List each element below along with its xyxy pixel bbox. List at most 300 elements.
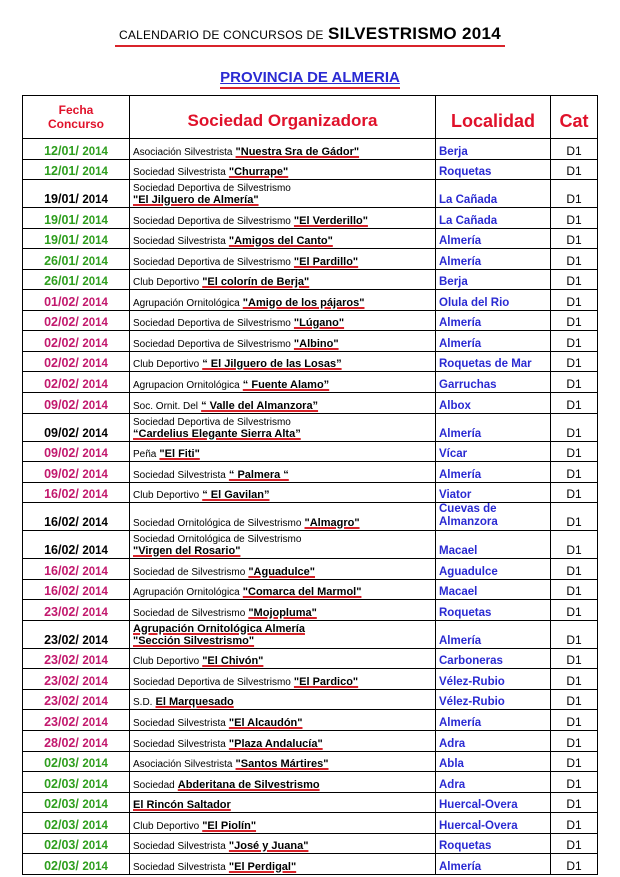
contest-date — [23, 310, 130, 331]
contest-date — [23, 351, 130, 372]
locality-text: Vélez-Rubio — [439, 675, 505, 688]
locality-text: Roquetas — [439, 166, 492, 179]
locality-cell — [436, 462, 551, 483]
locality-cell — [436, 600, 551, 621]
date-day: 23/02/ — [44, 715, 79, 730]
society-name: “ Palmera “ — [228, 468, 289, 481]
locality-cell — [436, 351, 551, 372]
society-type: Club Deportivo — [133, 820, 200, 832]
locality-cell — [436, 269, 551, 290]
society-cell — [130, 310, 436, 331]
date-day: 28/02/ — [44, 735, 79, 750]
date-day: 09/02/ — [44, 397, 79, 412]
category-cell: D1 — [551, 669, 598, 690]
date-year: 2014 — [82, 379, 108, 392]
date-year: 2014 — [82, 468, 108, 481]
society-type: Sociedad Deportiva de Silvestrismo — [133, 256, 291, 268]
table-row — [23, 531, 598, 559]
date-day: 19/01/ — [44, 192, 79, 207]
date-day: 26/01/ — [44, 253, 79, 268]
society-cell — [130, 600, 436, 621]
society-type: Sociedad Silvestrista — [133, 718, 226, 730]
society-cell — [130, 689, 436, 710]
locality-text: Almería — [439, 337, 482, 350]
society-type: Sociedad Ornitológica de Silvestrismo — [133, 534, 302, 546]
society-name: "El Pardico" — [293, 675, 359, 688]
locality-text: Roquetas de Mar — [439, 358, 532, 371]
society-cell — [130, 462, 436, 483]
date-year: 2014 — [82, 214, 108, 227]
header-sociedad: Sociedad Organizadora — [130, 96, 436, 139]
date-day: 09/02/ — [44, 466, 79, 481]
contest-date — [23, 620, 130, 648]
date-year: 2014 — [82, 545, 108, 558]
date-year: 2014 — [82, 717, 108, 730]
table-row — [23, 180, 598, 208]
society-name: "El Chivón" — [202, 655, 264, 668]
date-year: 2014 — [82, 145, 108, 158]
contest-date — [23, 290, 130, 311]
locality-cell — [436, 393, 551, 414]
header-localidad: Localidad — [436, 96, 551, 139]
date-day: 23/02/ — [44, 653, 79, 668]
society-type: Sociedad — [133, 779, 175, 791]
society-type: Club Deportivo — [133, 656, 200, 668]
date-day: 02/03/ — [44, 838, 79, 853]
society-type: Agrupación Ornitológica — [133, 587, 240, 599]
category-cell: D1 — [551, 159, 598, 180]
category-cell: D1 — [551, 731, 598, 752]
category-cell: D1 — [551, 579, 598, 600]
date-day: 12/01/ — [44, 164, 79, 179]
society-name: "Plaza Andalucía" — [228, 737, 323, 750]
contest-date — [23, 503, 130, 531]
date-day: 16/02/ — [44, 543, 79, 558]
date-day: 02/02/ — [44, 356, 79, 371]
society-cell — [130, 792, 436, 813]
locality-cell — [436, 620, 551, 648]
contest-date — [23, 854, 130, 875]
category-cell: D1 — [551, 751, 598, 772]
locality-text: La Cañada — [439, 214, 498, 227]
table-row — [23, 228, 598, 249]
society-type: Sociedad Silvestrista — [133, 861, 226, 873]
date-year: 2014 — [82, 399, 108, 412]
society-type: Club Deportivo — [133, 359, 200, 371]
header-fecha-line2: Concurso — [47, 117, 104, 131]
society-cell — [130, 833, 436, 854]
society-type: Sociedad Silvestrista — [133, 167, 226, 179]
contest-date — [23, 413, 130, 441]
locality-cell — [436, 482, 551, 503]
locality-cell — [436, 441, 551, 462]
contest-date — [23, 559, 130, 580]
society-type: Sociedad Deportiva de Silvestrismo — [133, 338, 291, 350]
table-row — [23, 208, 598, 229]
date-day: 23/02/ — [44, 632, 79, 647]
society-name: "El Perdigal" — [228, 860, 297, 873]
society-name: “ El Jilguero de las Losas” — [202, 358, 342, 371]
table-row — [23, 579, 598, 600]
table-row — [23, 290, 598, 311]
locality-cell — [436, 710, 551, 731]
category-cell: D1 — [551, 648, 598, 669]
society-cell — [130, 208, 436, 229]
contest-date — [23, 689, 130, 710]
society-type: Asociación Silvestrista — [133, 759, 233, 771]
locality-text: Almería — [439, 255, 482, 268]
contest-date — [23, 648, 130, 669]
date-year: 2014 — [82, 255, 108, 268]
date-year: 2014 — [82, 675, 108, 688]
table-row — [23, 249, 598, 270]
society-cell — [130, 579, 436, 600]
society-type: Sociedad Deportiva de Silvestrismo — [133, 416, 291, 428]
locality-cell — [436, 249, 551, 270]
society-cell — [130, 772, 436, 793]
category-cell: D1 — [551, 772, 598, 793]
society-cell — [130, 731, 436, 752]
date-day: 09/02/ — [44, 425, 79, 440]
society-type: Sociedad Ornitológica de Silvestrismo — [133, 518, 302, 530]
locality-cell — [436, 180, 551, 208]
society-name: "Amigo de los pájaros" — [242, 296, 365, 309]
category-cell: D1 — [551, 689, 598, 710]
locality-text: Almería — [439, 317, 482, 330]
table-row — [23, 503, 598, 531]
contest-date — [23, 180, 130, 208]
date-year: 2014 — [82, 860, 108, 873]
date-year: 2014 — [82, 276, 108, 289]
society-name: "El Piolín" — [202, 819, 257, 832]
date-day: 19/01/ — [44, 212, 79, 227]
society-cell — [130, 351, 436, 372]
category-cell: D1 — [551, 441, 598, 462]
contest-date — [23, 159, 130, 180]
society-name: “ El Gavilan” — [202, 489, 270, 502]
date-year: 2014 — [82, 166, 108, 179]
date-year: 2014 — [82, 337, 108, 350]
society-type: Agrupacion Ornitológica — [133, 380, 240, 392]
locality-cell — [436, 772, 551, 793]
table-row — [23, 139, 598, 160]
society-type: Sociedad Deportiva de Silvestrismo — [133, 318, 291, 330]
society-cell — [130, 228, 436, 249]
table-row — [23, 310, 598, 331]
category-cell: D1 — [551, 413, 598, 441]
date-year: 2014 — [82, 358, 108, 371]
locality-text: Macael — [439, 586, 478, 599]
society-cell — [130, 180, 436, 208]
table-row — [23, 710, 598, 731]
contest-date — [23, 441, 130, 462]
locality-text: Almería — [439, 427, 482, 440]
locality-text: Garruchas — [439, 379, 497, 392]
date-day: 23/02/ — [44, 673, 79, 688]
date-day: 09/02/ — [44, 446, 79, 461]
date-day: 02/03/ — [44, 817, 79, 832]
society-type: Sociedad de Silvestrismo — [133, 607, 246, 619]
locality-text: Vélez-Rubio — [439, 696, 505, 709]
table-body — [23, 139, 598, 875]
society-name: "El Alcaudón" — [228, 717, 303, 730]
society-type: S.D. — [133, 697, 153, 709]
locality-cell — [436, 159, 551, 180]
society-cell — [130, 269, 436, 290]
date-day: 12/01/ — [44, 143, 79, 158]
table-row — [23, 441, 598, 462]
locality-cell — [436, 228, 551, 249]
contest-date — [23, 372, 130, 393]
locality-cell — [436, 579, 551, 600]
category-cell: D1 — [551, 833, 598, 854]
society-cell — [130, 393, 436, 414]
contest-date — [23, 269, 130, 290]
society-name: "Nuestra Sra de Gádor" — [235, 145, 360, 158]
locality-cell — [436, 413, 551, 441]
province-heading — [0, 69, 620, 87]
table-header-row — [23, 96, 598, 139]
category-cell: D1 — [551, 139, 598, 160]
table-row — [23, 331, 598, 352]
society-cell — [130, 413, 436, 441]
contest-date — [23, 531, 130, 559]
date-year: 2014 — [82, 489, 108, 502]
category-cell: D1 — [551, 462, 598, 483]
locality-text: Olula del Rio — [439, 296, 510, 309]
society-name: Abderitana de Silvestrismo — [177, 778, 320, 791]
society-name: “ Valle del Almanzora” — [201, 399, 319, 412]
document-title — [0, 24, 620, 47]
date-day: 02/03/ — [44, 776, 79, 791]
society-cell — [130, 249, 436, 270]
society-cell — [130, 372, 436, 393]
locality-text: Almería — [439, 235, 482, 248]
society-cell — [130, 669, 436, 690]
date-year: 2014 — [82, 565, 108, 578]
locality-text: Abla — [439, 758, 464, 771]
locality-cell — [436, 531, 551, 559]
contest-date — [23, 751, 130, 772]
society-type: Agrupación Ornitológica — [133, 297, 240, 309]
locality-cell — [436, 208, 551, 229]
locality-cell — [436, 689, 551, 710]
society-cell — [130, 290, 436, 311]
category-cell: D1 — [551, 792, 598, 813]
table-row — [23, 393, 598, 414]
locality-text: Albox — [439, 399, 471, 412]
date-day: 01/02/ — [44, 294, 79, 309]
society-cell — [130, 159, 436, 180]
table-row — [23, 792, 598, 813]
society-name: "Lúgano" — [293, 317, 345, 330]
date-year: 2014 — [82, 296, 108, 309]
locality-text: La Cañada — [439, 194, 498, 207]
locality-text: Carboneras — [439, 655, 503, 668]
category-cell: D1 — [551, 372, 598, 393]
date-day: 19/01/ — [44, 233, 79, 248]
locality-text: Viator — [439, 489, 472, 502]
date-day: 02/03/ — [44, 858, 79, 873]
society-cell — [130, 620, 436, 648]
society-type: Sociedad Deportiva de Silvestrismo — [133, 676, 291, 688]
locality-text: Almería — [439, 717, 482, 730]
locality-cell — [436, 503, 551, 531]
category-cell: D1 — [551, 290, 598, 311]
locality-line2: Almanzora — [439, 516, 498, 529]
society-name: “ Fuente Alamo” — [242, 379, 330, 392]
society-type: Sociedad Silvestrista — [133, 738, 226, 750]
date-year: 2014 — [82, 840, 108, 853]
table-row — [23, 159, 598, 180]
header-fecha — [23, 96, 130, 139]
date-day: 23/02/ — [44, 694, 79, 709]
table-row — [23, 462, 598, 483]
contest-date — [23, 813, 130, 834]
date-day: 16/02/ — [44, 584, 79, 599]
date-day: 16/02/ — [44, 487, 79, 502]
society-type: Peña — [133, 449, 157, 461]
contest-date — [23, 208, 130, 229]
contest-date — [23, 139, 130, 160]
locality-line1: Cuevas de — [439, 503, 497, 516]
category-cell: D1 — [551, 531, 598, 559]
header-fecha-line1: Fecha — [58, 103, 94, 117]
society-type: Club Deportivo — [133, 277, 200, 289]
table-row — [23, 351, 598, 372]
contest-date — [23, 393, 130, 414]
date-year: 2014 — [82, 737, 108, 750]
contest-date — [23, 792, 130, 813]
society-cell — [130, 854, 436, 875]
date-year: 2014 — [82, 586, 108, 599]
category-cell: D1 — [551, 351, 598, 372]
table-row — [23, 751, 598, 772]
locality-text: Adra — [439, 737, 466, 750]
date-day: 02/03/ — [44, 797, 79, 812]
date-year: 2014 — [82, 427, 108, 440]
locality-text: Adra — [439, 778, 466, 791]
date-day: 16/02/ — [44, 563, 79, 578]
locality-text: Roquetas — [439, 606, 492, 619]
date-day: 02/02/ — [44, 377, 79, 392]
society-cell — [130, 648, 436, 669]
table-row — [23, 372, 598, 393]
society-name: "Churrape" — [228, 166, 289, 179]
locality-cell — [436, 290, 551, 311]
category-cell: D1 — [551, 503, 598, 531]
locality-cell — [436, 751, 551, 772]
society-type: Sociedad Silvestrista — [133, 469, 226, 481]
category-cell: D1 — [551, 249, 598, 270]
locality-cell — [436, 731, 551, 752]
society-type: Sociedad Silvestrista — [133, 841, 226, 853]
locality-cell — [436, 372, 551, 393]
society-name: “Cardelius Elegante Sierra Alta” — [133, 427, 301, 440]
locality-cell — [436, 669, 551, 690]
category-cell: D1 — [551, 620, 598, 648]
category-cell: D1 — [551, 331, 598, 352]
locality-cell — [436, 648, 551, 669]
society-name: "El Pardillo" — [293, 255, 359, 268]
date-year: 2014 — [82, 696, 108, 709]
date-year: 2014 — [82, 235, 108, 248]
society-type: Sociedad Silvestrista — [133, 236, 226, 248]
locality-text: Vícar — [439, 448, 468, 461]
date-year: 2014 — [82, 317, 108, 330]
locality-text: Huercal-Overa — [439, 799, 518, 812]
contest-table — [22, 95, 598, 875]
contest-date — [23, 731, 130, 752]
contest-date — [23, 833, 130, 854]
society-cell — [130, 813, 436, 834]
locality-cell — [436, 854, 551, 875]
contest-date — [23, 772, 130, 793]
title-prefix: CALENDARIO DE CONCURSOS DE — [119, 28, 324, 42]
table-row — [23, 813, 598, 834]
table-row — [23, 833, 598, 854]
table-row — [23, 854, 598, 875]
locality-cell — [436, 310, 551, 331]
locality-text: Roquetas — [439, 840, 492, 853]
society-cell — [130, 331, 436, 352]
date-day: 02/02/ — [44, 315, 79, 330]
table-row — [23, 413, 598, 441]
society-type: Sociedad Deportiva de Silvestrismo — [133, 215, 291, 227]
date-year: 2014 — [82, 819, 108, 832]
province-label: PROVINCIA DE ALMERIA — [220, 69, 400, 89]
locality-cell — [436, 813, 551, 834]
category-cell: D1 — [551, 600, 598, 621]
table-row — [23, 669, 598, 690]
date-day: 23/02/ — [44, 604, 79, 619]
category-cell: D1 — [551, 310, 598, 331]
locality-cell — [436, 139, 551, 160]
contest-date — [23, 228, 130, 249]
table-row — [23, 689, 598, 710]
category-cell: D1 — [551, 559, 598, 580]
society-name: "El colorín de Berja" — [202, 276, 310, 289]
society-name: "Amigos del Canto" — [228, 235, 333, 248]
locality-cell — [436, 792, 551, 813]
locality-text: Macael — [439, 545, 478, 558]
table-row — [23, 620, 598, 648]
date-year: 2014 — [82, 634, 108, 647]
locality-text: Berja — [439, 145, 468, 158]
society-name: El Marquesado — [155, 696, 234, 709]
contest-date — [23, 579, 130, 600]
header-cat: Cat — [551, 96, 598, 139]
contest-date — [23, 249, 130, 270]
table-row — [23, 772, 598, 793]
date-day: 02/02/ — [44, 335, 79, 350]
society-name: "El Fiti" — [159, 448, 200, 461]
date-year: 2014 — [82, 194, 108, 207]
table-row — [23, 482, 598, 503]
contest-date — [23, 600, 130, 621]
society-cell — [130, 139, 436, 160]
table-row — [23, 559, 598, 580]
society-name: "Sección Silvestrismo" — [133, 634, 255, 647]
society-cell — [130, 531, 436, 559]
society-cell — [130, 441, 436, 462]
society-name: "Almagro" — [304, 517, 360, 530]
locality-cell — [436, 559, 551, 580]
category-cell: D1 — [551, 482, 598, 503]
society-cell — [130, 559, 436, 580]
date-year: 2014 — [82, 448, 108, 461]
society-name: "Virgen del Rosario" — [133, 545, 241, 558]
